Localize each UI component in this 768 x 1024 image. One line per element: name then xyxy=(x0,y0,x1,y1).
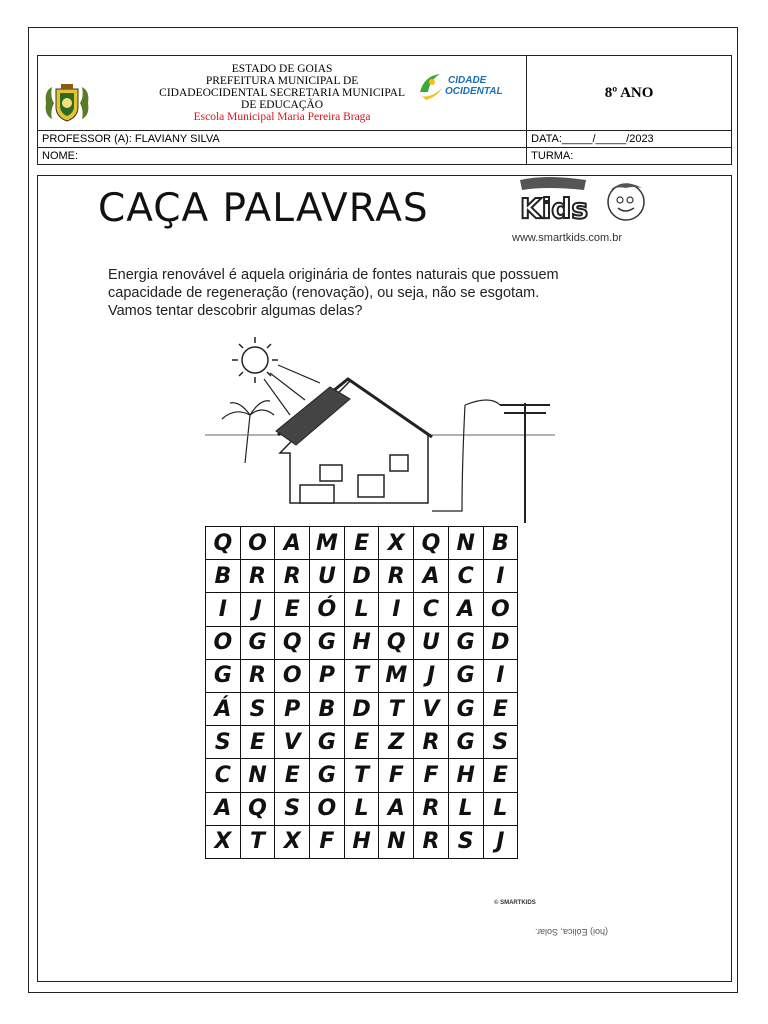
grid-cell[interactable]: H xyxy=(344,825,379,858)
grid-cell[interactable]: A xyxy=(206,792,241,825)
grid-cell[interactable]: P xyxy=(310,659,345,692)
grid-row xyxy=(206,726,518,759)
grid-cell[interactable]: M xyxy=(310,527,345,560)
grid-cell[interactable]: G xyxy=(310,726,345,759)
grid-cell[interactable]: L xyxy=(344,792,379,825)
grid-cell[interactable]: G xyxy=(448,692,483,725)
grid-cell[interactable]: A xyxy=(414,560,449,593)
grid-cell[interactable]: E xyxy=(483,692,518,725)
grid-cell[interactable]: R xyxy=(414,726,449,759)
school-header-cell xyxy=(38,56,527,131)
grid-cell[interactable]: R xyxy=(414,825,449,858)
grid-row xyxy=(206,692,518,725)
grid-cell[interactable]: S xyxy=(240,692,275,725)
grid-row xyxy=(206,659,518,692)
grid-cell[interactable]: I xyxy=(206,593,241,626)
palm-tree-icon xyxy=(222,401,274,463)
municipal-crest-icon xyxy=(42,81,92,125)
brand-url: www.smartkids.com.br xyxy=(512,232,623,244)
school-name: Escola Municipal Maria Pereira Braga xyxy=(193,111,371,123)
date-field[interactable]: DATA:_____/_____/2023 xyxy=(527,131,732,148)
logo-word-ocidental: OCIDENTAL xyxy=(445,86,503,97)
grid-row xyxy=(206,825,518,858)
grid-cell[interactable]: R xyxy=(240,659,275,692)
solar-house-illustration xyxy=(200,335,560,525)
grid-cell[interactable]: G xyxy=(448,626,483,659)
grid-cell[interactable]: Q xyxy=(414,527,449,560)
grid-cell[interactable]: E xyxy=(344,527,379,560)
grid-cell[interactable]: Q xyxy=(275,626,310,659)
grid-cell[interactable]: B xyxy=(310,692,345,725)
grid-cell[interactable]: A xyxy=(448,593,483,626)
intro-line-2: capacidade de regeneração (renovação), ou seja, não se esgotam. xyxy=(108,285,540,301)
grid-cell[interactable]: R xyxy=(240,560,275,593)
grid-cell[interactable]: O xyxy=(206,626,241,659)
grid-cell[interactable]: V xyxy=(275,726,310,759)
grid-cell[interactable]: P xyxy=(275,692,310,725)
power-pole-icon xyxy=(432,400,550,523)
grid-cell[interactable]: I xyxy=(483,659,518,692)
brand-word: Kids xyxy=(520,192,589,225)
logo-word-cidade: CIDADE xyxy=(448,75,487,86)
grid-cell[interactable]: E xyxy=(275,593,310,626)
grid-cell[interactable]: J xyxy=(414,659,449,692)
grid-cell[interactable]: S xyxy=(483,726,518,759)
intro-line-3: Vamos tentar descobrir algumas delas? xyxy=(108,303,363,319)
intro-text xyxy=(108,266,668,320)
grid-cell[interactable]: C xyxy=(448,560,483,593)
grid-cell[interactable]: E xyxy=(275,759,310,792)
grid-cell[interactable]: Ó xyxy=(310,593,345,626)
grid-cell[interactable]: D xyxy=(344,560,379,593)
grid-row xyxy=(206,792,518,825)
grid-cell[interactable]: V xyxy=(414,692,449,725)
grid-cell[interactable]: C xyxy=(414,593,449,626)
grid-row xyxy=(206,560,518,593)
grid-cell[interactable]: F xyxy=(310,825,345,858)
grid-cell[interactable]: L xyxy=(448,792,483,825)
grid-cell[interactable]: Q xyxy=(240,792,275,825)
grid-cell[interactable]: G xyxy=(310,759,345,792)
grid-cell[interactable]: T xyxy=(379,692,414,725)
grid-cell[interactable]: A xyxy=(379,792,414,825)
grid-cell[interactable]: Q xyxy=(379,626,414,659)
name-field[interactable]: NOME: xyxy=(38,148,527,165)
grid-cell[interactable]: H xyxy=(344,626,379,659)
grid-cell[interactable]: C xyxy=(206,759,241,792)
grid-cell[interactable]: O xyxy=(275,659,310,692)
grid-cell[interactable]: Z xyxy=(379,726,414,759)
grid-row xyxy=(206,759,518,792)
grid-cell[interactable]: L xyxy=(483,792,518,825)
grid-row xyxy=(206,593,518,626)
grid-cell[interactable]: O xyxy=(483,593,518,626)
grid-cell[interactable]: J xyxy=(483,825,518,858)
grid-cell[interactable]: I xyxy=(483,560,518,593)
state-line: ESTADO DE GOIAS xyxy=(231,63,333,75)
grid-cell[interactable]: X xyxy=(206,825,241,858)
prefecture-line: PREFEITURA MUNICIPAL DE xyxy=(205,75,359,87)
grid-cell[interactable]: E xyxy=(483,759,518,792)
grid-cell[interactable]: M xyxy=(379,659,414,692)
activity-title: CAÇA PALAVRAS xyxy=(98,186,429,231)
grid-cell[interactable]: O xyxy=(310,792,345,825)
grid-cell[interactable]: S xyxy=(275,792,310,825)
smartkids-logo xyxy=(516,176,652,228)
grid-cell[interactable]: G xyxy=(310,626,345,659)
grid-cell[interactable]: B xyxy=(483,527,518,560)
grid-row xyxy=(206,527,518,560)
education-line: DE EDUCAÇÃO xyxy=(241,99,324,111)
grid-cell[interactable]: N xyxy=(379,825,414,858)
grid-cell[interactable]: Q xyxy=(206,527,241,560)
secretariat-line: CIDADEOCIDENTAL SECRETARIA MUNICIPAL xyxy=(159,87,405,99)
grid-cell[interactable]: R xyxy=(275,560,310,593)
sun-icon xyxy=(232,337,278,383)
grid-row xyxy=(206,626,518,659)
grid-cell[interactable]: D xyxy=(483,626,518,659)
grid-cell[interactable]: Á xyxy=(206,692,241,725)
intro-line-1: Energia renovável é aquela originária de fontes naturais que possuem xyxy=(108,267,559,283)
grid-cell[interactable]: O xyxy=(240,527,275,560)
grid-cell[interactable]: E xyxy=(344,726,379,759)
grid-cell[interactable]: S xyxy=(448,825,483,858)
teacher-field: PROFESSOR (A): FLAVIANY SILVA xyxy=(38,131,527,148)
grid-cell[interactable]: R xyxy=(414,792,449,825)
cidade-ocidental-logo xyxy=(418,70,508,100)
grid-cell[interactable]: F xyxy=(414,759,449,792)
grid-cell[interactable]: S xyxy=(206,726,241,759)
copyright-credit: © SMARTKIDS xyxy=(494,900,536,906)
grid-cell[interactable]: H xyxy=(448,759,483,792)
grid-cell[interactable]: A xyxy=(275,527,310,560)
grid-cell[interactable]: U xyxy=(310,560,345,593)
grid-cell[interactable]: G xyxy=(206,659,241,692)
grid-cell[interactable]: X xyxy=(275,825,310,858)
grid-cell[interactable]: T xyxy=(240,825,275,858)
mirrored-answer-note: (hoi) Eólica, Solar. xyxy=(535,927,609,937)
grade-cell: 8º ANO xyxy=(527,56,732,131)
grid-cell[interactable]: N xyxy=(448,527,483,560)
grid-cell[interactable]: N xyxy=(240,759,275,792)
grid-cell[interactable]: G xyxy=(240,626,275,659)
grid-cell[interactable]: G xyxy=(448,659,483,692)
grid-cell[interactable]: T xyxy=(344,659,379,692)
grid-cell[interactable]: J xyxy=(240,593,275,626)
word-search-grid xyxy=(205,526,518,859)
grid-cell[interactable]: X xyxy=(379,527,414,560)
grid-cell[interactable]: E xyxy=(240,726,275,759)
grid-cell[interactable]: T xyxy=(344,759,379,792)
grid-cell[interactable]: I xyxy=(379,593,414,626)
grid-cell[interactable]: L xyxy=(344,593,379,626)
grid-cell[interactable]: F xyxy=(379,759,414,792)
class-field[interactable]: TURMA: xyxy=(527,148,732,165)
header-table xyxy=(37,55,732,165)
grid-cell[interactable]: G xyxy=(448,726,483,759)
grid-cell[interactable]: D xyxy=(344,692,379,725)
grid-cell[interactable]: B xyxy=(206,560,241,593)
grid-cell[interactable]: R xyxy=(379,560,414,593)
grid-cell[interactable]: U xyxy=(414,626,449,659)
